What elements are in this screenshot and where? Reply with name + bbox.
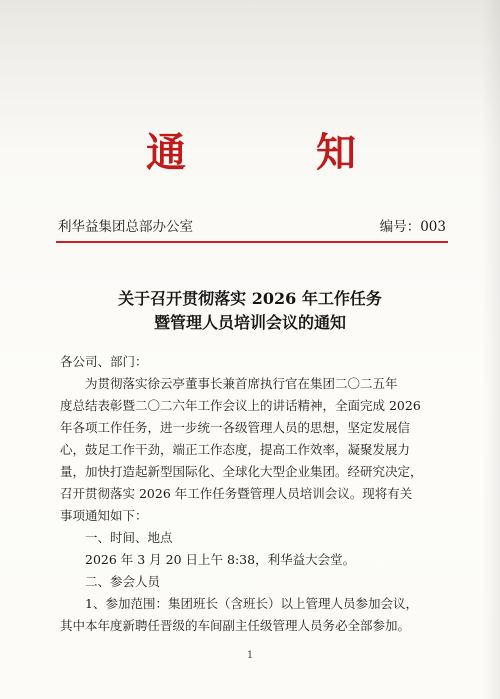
section-2-item-1-line-2: 其中本年度新聘任晋级的车间副主任级管理人员务必全部参加。 (60, 618, 411, 633)
issuer-line (58, 217, 446, 237)
issuer: 利华益集团总部办公室 (58, 219, 193, 235)
subject-line-1: 关于召开贯彻落实 2026 年工作任务 (118, 289, 382, 308)
notice-title-char-1: 通 (146, 129, 186, 176)
page-number: 1 (246, 650, 254, 661)
section-1-text: 2026 年 3 月 20 日上午 8:38，利华益大会堂。 (85, 552, 356, 567)
section-2-item-1-line-1: 1、参加范围：集团班长（含班长）以上管理人员参加会议， (85, 596, 418, 611)
paragraph-line: 心，鼓足工作干劲，端正工作态度，提高工作效率，凝聚发展力 (60, 442, 411, 457)
paragraph-line: 年各项工作任务，进一步统一各级管理人员的思想，坚定发展信 (60, 420, 411, 435)
paragraph-line: 量，加快打造起新型国际化、全球化大型企业集团。经研究决定， (60, 464, 423, 479)
paragraph-line: 事项通知如下： (60, 508, 148, 523)
salutation: 各公司、部门： (60, 354, 148, 369)
section-1-heading: 一、时间、地点 (85, 530, 173, 545)
paragraph-line: 度总结表彰暨二〇二六年工作会议上的讲话精神，全面完成 2026 (60, 398, 421, 413)
subject-line-2: 暨管理人员培训会议的通知 (153, 313, 346, 332)
notice-subject (0, 287, 500, 335)
section-2-heading: 二、参会人员 (85, 574, 161, 589)
document-number: 编号：003 (379, 219, 446, 235)
paragraph-line: 为贯彻落实徐云亭董事长兼首席执行官在集团二〇二五年 (85, 376, 398, 391)
paragraph-line: 召开贯彻落实 2026 年工作任务暨管理人员培训会议。现将有关 (60, 486, 413, 501)
red-divider-rule (56, 241, 448, 243)
notice-title (0, 128, 500, 178)
scan-edge-shadow (482, 0, 500, 699)
notice-title-char-2: 知 (316, 129, 356, 176)
